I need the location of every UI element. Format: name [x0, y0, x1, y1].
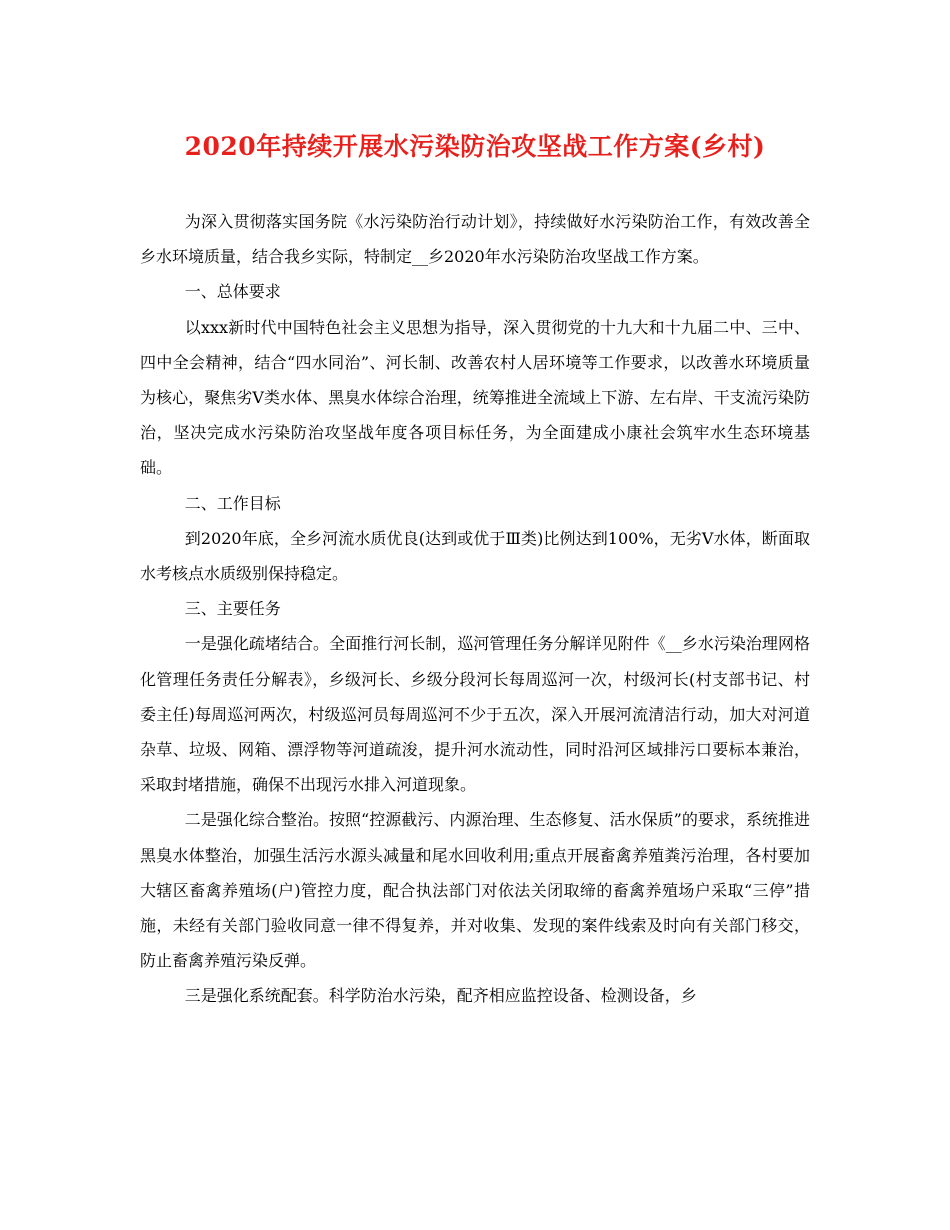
work-goals-paragraph: 到2020年底，全乡河流水质优良(达到或优于Ⅲ类)比例达到100%，无劣Ⅴ水体，断面取水考核点水质级别保持稳定。 [140, 528, 810, 584]
general-requirements-paragraph: 以xxx新时代中国特色社会主义思想为指导，深入贯彻党的十九大和十九届二中、三中、四中全会精神，结合“四水同治”、河长制、改善农村人居环境等工作要求，以改善水环境质量为核心，聚焦劣Ⅴ类水体、黑臭水体综合治理，统筹推进全流域上下游、左右岸、干支流污染防治，坚决完成水污染防治攻坚战年度各项目标任务，为全面建成小康社会筑牢水生态环境基础。 [140, 317, 810, 478]
document-title: 2020年持续开展水污染防治攻坚战工作方案(乡村) [184, 132, 766, 161]
task-1-paragraph: 一是强化疏堵结合。全面推行河长制，巡河管理任务分解详见附件《__乡水污染治理网格化管理任务责任分解表》，乡级河长、乡级分段河长每周巡河一次，村级河长(村支部书记、村委主任)每周巡河两次，村级巡河员每周巡河不少于五次，深入开展河流清洁行动，加大对河道杂草、垃圾、网箱、漂浮物等河道疏浚，提升河水流动性，同时沿河区域排污口要标本兼治，采取封堵措施，确保不出现污水排入河道现象。 [140, 634, 810, 795]
document-body [140, 204, 810, 1014]
section-heading-main-tasks: 三、主要任务 [184, 599, 281, 619]
intro-paragraph: 为深入贯彻落实国务院《水污染防治行动计划》，持续做好水污染防治工作，有效改善全乡水环境质量，结合我乡实际，特制定__乡2020年水污染防治攻坚战工作方案。 [140, 212, 810, 267]
section-heading-general-requirements: 一、总体要求 [184, 282, 281, 302]
task-2-paragraph: 二是强化综合整治。按照“控源截污、内源治理、生态修复、活水保质”的要求，系统推进黑臭水体整治，加强生活污水源头减量和尾水回收利用;重点开展畜禽养殖粪污治理，各村要加大辖区畜禽养殖场(户)管控力度，配合执法部门对依法关闭取缔的畜禽养殖场户采取“三停”措施，未经有关部门验收同意一律不得复养，并对收集、发现的案件线索及时向有关部门移交，防止畜禽养殖污染反弹。 [140, 810, 810, 971]
section-heading-work-goals: 二、工作目标 [184, 493, 281, 513]
task-3-paragraph: 三是强化系统配套。科学防治水污染，配齐相应监控设备、检测设备，乡 [184, 986, 697, 1006]
